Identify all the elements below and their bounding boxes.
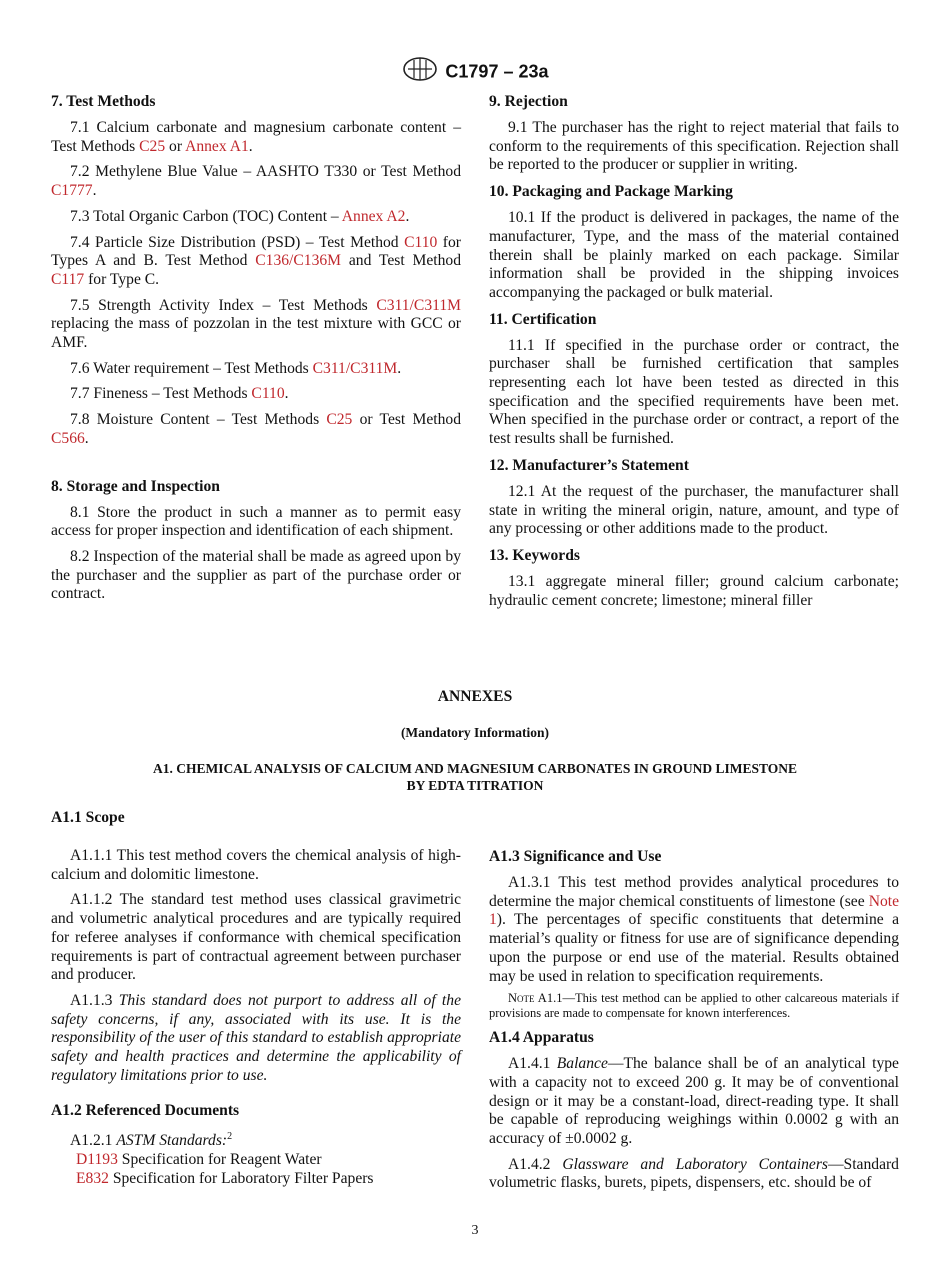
a1-3-title: A1.3 Significance and Use [489, 848, 662, 865]
section-10-title: 10. Packaging and Package Marking [489, 183, 733, 201]
section-8-title: 8. Storage and Inspection [51, 477, 220, 495]
para-a1-1-1: A1.1.1 This test method covers the chemical analysis of high-calcium and dolomitic limestone. [51, 847, 461, 883]
para-7-2: 7.2 Methylene Blue Value – AASHTO T330 or Test Method C1777. [51, 163, 461, 200]
section-12-title: 12. Manufacturer’s Statement [489, 456, 689, 474]
para-a1-2-1: A1.2.1 ASTM Standards:$^2$ [70, 1131, 233, 1150]
para-a1-3-1: A1.3.1 This test method provides analytical procedures to determine the major chemical constituents of limestone (see Note 1). The percentages of specific constituents that determine a material’s quality or fitness for use are of significance depending upon the purpose or end use of the material. Results obtained may be used in relation to specification requirements. [489, 874, 899, 985]
link-c25[interactable]: C25 [139, 137, 166, 155]
section-13-title: 13. Keywords [489, 546, 580, 564]
section-11-title: 11. Certification [489, 310, 597, 328]
right-column-upper [489, 92, 899, 617]
para-11-1: 11.1 If specified in the purchase order or contract, the purchaser shall be furnished certification that samples representing each lot have been tested as directed in this specification and the specified requirements have been met. When specified in the purchase order or contract, a report of the test results shall be furnished. [489, 336, 899, 448]
annex-a1-title: A1. CHEMICAL ANALYSIS OF CALCIUM AND MAGNESIUM CARBONATES IN GROUND LIMESTONE BY EDTA TITRATION [153, 761, 797, 793]
document-id: C1797 – 23a [445, 61, 549, 82]
para-12-1: 12.1 At the request of the purchaser, the manufacturer shall state in writing the mineral origin, nature, amount, and type of any processing or other additions made to the product. [489, 482, 899, 538]
para-7-4: 7.4 Particle Size Distribution (PSD) – Test Method C110 for Types A and B. Test Method C136/C136M and Test Method C117 for Type C. [51, 233, 461, 288]
ref-d1193: D1193 Specification for Reagent Water [76, 1151, 322, 1169]
link-e832[interactable]: E832 [76, 1170, 109, 1188]
para-9-1: 9.1 The purchaser has the right to reject material that fails to conform to the requirements of this specification. Rejection shall be reported to the producer or supplier in writing. [489, 119, 899, 174]
para-a1-4-1: A1.4.1 Balance—The balance shall be of an analytical type with a capacity not to exceed 200 g. It may be of conventional design or it may be a constant-load, direct-reading type. It shall be capable of reproducing weighings within 0.0002 g with an accuracy of ±0.0002 g. [489, 1055, 899, 1148]
ref-e832: E832 Specification for Laboratory Filter Papers [76, 1170, 374, 1188]
link-c110[interactable]: C110 [404, 233, 438, 251]
link-note-1[interactable]: Note 1 [489, 892, 899, 929]
para-7-1: 7.1 Calcium carbonate and magnesium carbonate content – Test Methods C25 or Annex A1. [51, 119, 461, 155]
link-c311[interactable]: C311/C311M [376, 296, 461, 314]
left-column-lower [51, 847, 461, 1189]
a1-4-title: A1.4 Apparatus [489, 1029, 594, 1047]
link-c110-2[interactable]: C110 [251, 385, 285, 403]
section-7-title: 7. Test Methods [51, 93, 156, 110]
link-c25-2[interactable]: C25 [326, 411, 353, 429]
a1-2-title: A1.2 Referenced Documents [51, 1102, 240, 1120]
para-7-3: 7.3 Total Organic Carbon (TOC) Content – Annex A2. [70, 207, 410, 225]
link-c566[interactable]: C566 [51, 429, 85, 447]
note-a1-1: Note A1.1—This test method can be applied to other calcareous materials if provisions are made to compensate for known interferences. [489, 991, 899, 1020]
right-column-lower [489, 847, 899, 1200]
astm-logo-icon [402, 56, 438, 88]
annexes-title: ANNEXES [437, 688, 513, 705]
para-13-1: 13.1 aggregate mineral filler; ground calcium carbonate; hydraulic cement concrete; limestone; mineral filler [489, 572, 899, 609]
a1-1-title: A1.1 Scope [51, 809, 125, 826]
para-10-1: 10.1 If the product is delivered in packages, the name of the manufacturer, Type, and the mass of the material contained therein shall be plainly marked on each package. Similar information shall be provided in the shipping invoices accompanying the packaged or bulk material. [489, 209, 899, 301]
link-annex-a1[interactable]: Annex A1 [185, 137, 249, 155]
para-8-1: 8.1 Store the product in such a manner as to permit easy access for proper inspection and identification of each shipment. [51, 503, 461, 540]
para-7-7: 7.7 Fineness – Test Methods C110. [70, 385, 289, 403]
link-c117[interactable]: C117 [51, 270, 85, 288]
para-7-8: 7.8 Moisture Content – Test Methods C25 or Test Method C566. [51, 411, 461, 447]
para-7-5: 7.5 Strength Activity Index – Test Methods C311/C311M replacing the mass of pozzolan in the test mixture with GCC or AMF. [51, 296, 461, 352]
para-a1-1-3: A1.1.3 This standard does not purport to address all of the safety concerns, if any, associated with its use. It is the responsibility of the user of this standard to establish appropriate safety and health practices and determine the applicability of regulatory limitations prior to use. [51, 991, 461, 1084]
link-c1777[interactable]: C1777 [51, 182, 93, 200]
link-d1193[interactable]: D1193 [76, 1151, 118, 1169]
para-8-2: 8.2 Inspection of the material shall be made as agreed upon by the purchaser and the supplier as part of the purchase order or contract. [51, 547, 461, 603]
annexes-subtitle: (Mandatory Information) [400, 725, 550, 740]
page-header [0, 56, 950, 88]
para-a1-1-2: A1.1.2 The standard test method uses classical gravimetric and volumetric analytical procedures and are typically required for referee analyses if conformance with chemical specification requirements is part of contractual agreement between purchaser and producer. [51, 891, 461, 984]
link-c311-2[interactable]: C311/C311M [312, 359, 398, 377]
left-column-upper [51, 92, 461, 611]
link-c136[interactable]: C136/C136M [255, 252, 342, 270]
link-annex-a2[interactable]: Annex A2 [341, 207, 406, 225]
para-a1-4-2: A1.4.2 Glassware and Laboratory Containers—Standard volumetric flasks, burets, pipets, dispensers, etc. should be of [489, 1155, 899, 1192]
section-9-title: 9. Rejection [489, 93, 568, 110]
page-number: 3 [471, 1223, 479, 1238]
para-7-6: 7.6 Water requirement – Test Methods C311/C311M. [70, 359, 402, 377]
